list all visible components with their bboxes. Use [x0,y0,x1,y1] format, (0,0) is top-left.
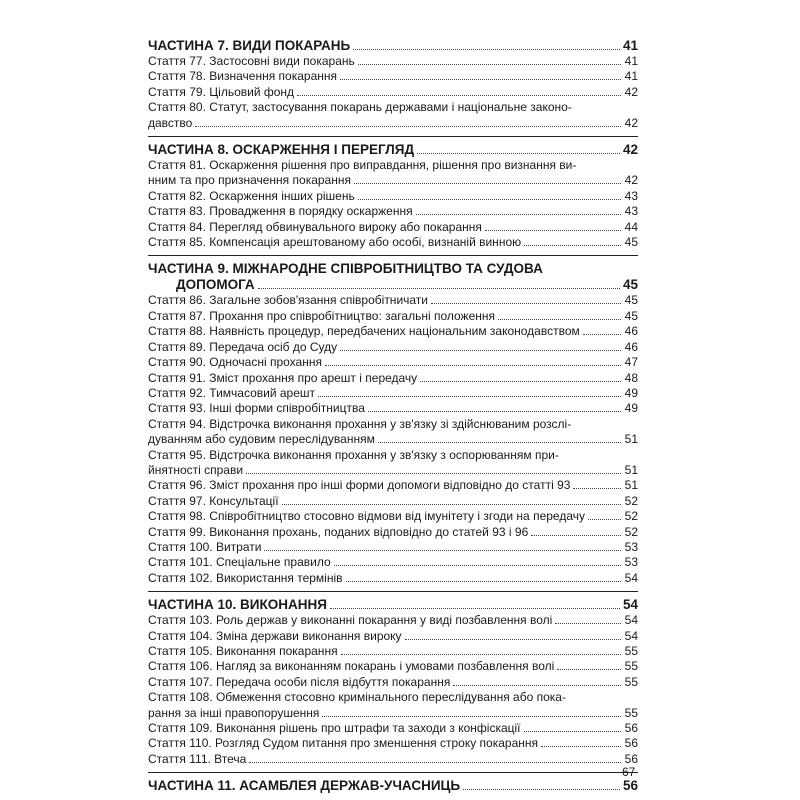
entry-page: 56 [624,721,638,736]
toc-entry [148,571,638,586]
entry-title: Стаття 85. Компенсація арештованому або особі, визнаній винною [148,235,522,250]
entry-page: 41 [624,54,638,68]
toc-entry [148,69,638,84]
toc-entry [148,721,638,736]
toc-entry [148,235,638,250]
dot-leader [264,550,621,551]
toc-entry [148,324,638,339]
dot-leader [485,230,621,231]
entry-page: 47 [624,355,638,370]
entry-page: 54 [624,628,638,643]
entry-page: 46 [624,339,638,354]
dot-leader [258,288,620,289]
entry-title: Стаття 107. Передача особи після відбуття покарання [148,674,451,689]
toc-entry [148,340,638,355]
entry-title: дуванням або судовим переслідуванням [148,432,375,447]
entry-page: 53 [624,539,638,554]
entry-page: 53 [624,555,638,570]
entry-title-line1: Стаття 80. Статут, застосування покарань державами і національне законо- [148,100,572,115]
dot-leader [583,334,621,335]
entry-title-line1: Стаття 108. Обмеження стосовно кримінального переслідування або пока- [148,690,566,705]
entry-title: Стаття 110. Розгляд Судом питання про зменшення строку покарання [148,736,539,751]
toc-part [148,38,638,131]
entry-last-line [148,116,638,131]
entry-page: 54 [624,613,638,628]
entry-title: Стаття 92. Тимчасовий арешт [148,385,316,400]
dot-leader [541,746,621,747]
toc-entry [148,100,638,131]
toc-entry [148,509,638,524]
toc-entry [148,401,638,416]
toc-part [148,591,638,767]
entry-page: 45 [624,308,638,323]
dot-leader [358,199,621,200]
entry-page: 43 [624,204,638,219]
dot-leader [282,504,621,505]
toc-entry [148,659,638,674]
part-page: 42 [622,142,638,158]
dot-leader [353,49,620,50]
entry-page: 42 [624,173,638,188]
dot-leader [334,565,621,566]
dot-leader [531,535,621,536]
toc-entry [148,629,638,644]
toc-entry [148,204,638,219]
dot-leader [463,789,620,790]
part-heading [148,772,638,794]
entry-page: 46 [624,324,638,339]
dot-leader [297,95,621,96]
dot-leader [555,623,621,624]
toc-entry [148,54,638,69]
dot-leader [573,488,621,489]
dot-leader [358,64,621,65]
entry-page: 52 [624,524,638,539]
part-heading [148,38,638,54]
toc-entry [148,736,638,751]
entry-title: Стаття 77. Застосовні види покарань [148,54,355,68]
dot-leader [325,365,621,366]
entry-page: 55 [624,659,638,674]
entry-title: Стаття 87. Прохання про співробітництво: загальні положення [148,308,496,323]
entry-last-line [148,463,638,478]
part-title: ЧАСТИНА 7. ВИДИ ПОКАРАНЬ [148,38,351,53]
dot-leader [524,245,621,246]
toc-entry [148,386,638,401]
dot-leader [524,731,622,732]
part-title-line2: ДОПОМОГА [176,277,255,293]
entry-last-line [148,432,638,447]
part-heading [148,255,638,277]
entry-title: рання за інші правопорушення [148,705,320,720]
entry-page: 48 [624,370,638,385]
part-heading [148,591,638,613]
entry-title: Стаття 106. Нагляд за виконанням покарань і умовами позбавлення волі [148,659,555,674]
toc-entry [148,85,638,100]
dot-leader [318,396,621,397]
entry-title: Стаття 83. Провадження в порядку оскарження [148,204,413,219]
dot-leader [354,183,621,184]
toc-entry [148,293,638,308]
dot-leader [557,669,621,670]
dot-leader [453,685,621,686]
dot-leader [341,654,621,655]
entry-title: Стаття 86. Загальне зобов'язання співробітничати [148,293,429,308]
toc-entry [148,555,638,570]
part-title: ЧАСТИНА 10. ВИКОНАННЯ [148,597,327,613]
entry-page: 54 [624,570,638,585]
part-heading [148,136,638,158]
entry-title: Стаття 105. Виконання покарання [148,644,338,658]
entry-title: давство [148,115,193,130]
entry-title: нним та про призначення покарання [148,173,351,188]
entry-title: Стаття 88. Наявність процедур, передбачених національним законодавством [148,324,580,339]
dot-leader [249,762,621,763]
entry-title-line1: Стаття 95. Відстрочка виконання прохання у зв'язку з оспорюванням при- [148,447,559,462]
toc-entry [148,494,638,509]
dot-leader [405,639,621,640]
toc-part [148,772,638,794]
toc-entry [148,540,638,555]
part-page: 54 [622,597,638,613]
dot-leader [416,214,621,215]
toc-part [148,255,638,586]
toc-entry [148,525,638,540]
part-title: ЧАСТИНА 11. АСАМБЛЕЯ ДЕРЖАВ-УЧАСНИЦЬ [148,778,461,794]
part-page: 45 [622,277,638,293]
dot-leader [417,153,620,154]
part-title: ЧАСТИНА 8. ОСКАРЖЕННЯ І ПЕРЕГЛЯД [148,142,415,158]
dot-leader [340,79,621,80]
part-heading-continued [148,277,638,293]
toc-entry [148,478,638,493]
entry-title: Стаття 82. Оскарження інших рішень [148,188,355,203]
dot-leader [330,608,620,609]
part-page: 56 [622,778,638,794]
entry-title: Стаття 90. Одночасні прохання [148,355,322,370]
toc-entry [148,189,638,204]
entry-page: 45 [624,235,638,250]
entry-title: Стаття 97. Консультації [148,493,279,508]
toc-entry [148,675,638,690]
entry-title: Стаття 96. Зміст прохання про інші форми допомоги відповідно до статті 93 [148,478,571,493]
entry-page: 41 [624,69,638,84]
entry-title: Стаття 91. Зміст прохання про арешт і передачу [148,370,418,385]
toc-entry [148,158,638,189]
entry-title: Стаття 101. Спеціальне правило [148,555,331,570]
entry-page: 51 [624,432,638,447]
dot-leader [195,126,621,127]
entry-page: 42 [624,84,638,99]
entry-page: 51 [624,478,638,493]
dot-leader [368,411,621,412]
toc-entry [148,309,638,324]
toc-entry [148,644,638,659]
toc-entry [148,752,638,767]
entry-title-line1: Стаття 94. Відстрочка виконання прохання у зв'язку зі здійснюваним розслі- [148,416,572,431]
entry-title: Стаття 98. Співробітництво стосовно відмови від імунітету і згоди на передачу [148,509,585,524]
entry-last-line [148,706,638,721]
entry-title: Стаття 102. Використання термінів [148,570,343,585]
entry-page: 51 [624,462,638,477]
entry-title: Стаття 111. Втеча [148,751,247,766]
entry-last-line [148,173,638,188]
entry-title: Стаття 78. Визначення покарання [148,69,337,84]
table-of-contents [148,38,638,794]
entry-title: Стаття 100. Витрати [148,539,262,554]
dot-leader [420,381,621,382]
part-page: 41 [622,38,638,53]
dot-leader [498,319,621,320]
toc-entry [148,417,638,448]
entry-page: 49 [624,401,638,416]
entry-title: Стаття 104. Зміна держави виконання вироку [148,628,402,643]
toc-entry [148,448,638,479]
entry-page: 55 [624,705,638,720]
entry-title: Стаття 103. Роль держав у виконанні покарання у виді позбавлення волі [148,613,553,628]
dot-leader [246,473,621,474]
entry-page: 49 [624,385,638,400]
dot-leader [346,581,621,582]
toc-part [148,136,638,250]
entry-title-line1: Стаття 81. Оскарження рішення про виправдання, рішення про визнання ви- [148,158,577,173]
entry-page: 56 [624,751,638,766]
toc-entry [148,355,638,370]
entry-title: Стаття 99. Виконання прохань, поданих відповідно до статей 93 і 96 [148,524,529,539]
entry-title: Стаття 79. Цільовий фонд [148,84,295,99]
entry-page: 52 [624,509,638,524]
entry-title: Стаття 109. Виконання рішень про штрафи та заходи з конфіскації [148,721,521,736]
entry-page: 44 [624,219,638,234]
dot-leader [431,303,621,304]
part-title: ЧАСТИНА 9. МІЖНАРОДНЕ СПІВРОБІТНИЦТВО ТА СУДОВА [148,261,543,277]
entry-page: 43 [624,188,638,203]
entry-title: Стаття 93. Інші форми співробітництва [148,401,365,416]
dot-leader [340,350,621,351]
entry-page: 55 [624,674,638,689]
entry-page: 45 [624,293,638,308]
entry-title: Стаття 84. Перегляд обвинувального вироку або покарання [148,219,482,234]
page-number: 67 [622,765,636,779]
entry-title: йнятності справи [148,462,244,477]
entry-page: 56 [624,736,638,751]
dot-leader [322,716,621,717]
dot-leader [588,519,621,520]
toc-entry [148,371,638,386]
entry-page: 42 [624,115,638,130]
toc-entry [148,613,638,628]
entry-title: Стаття 89. Передача осіб до Суду [148,339,338,354]
dot-leader [378,442,621,443]
entry-page: 52 [624,493,638,508]
toc-entry [148,690,638,721]
entry-page: 55 [624,644,638,658]
toc-entry [148,220,638,235]
